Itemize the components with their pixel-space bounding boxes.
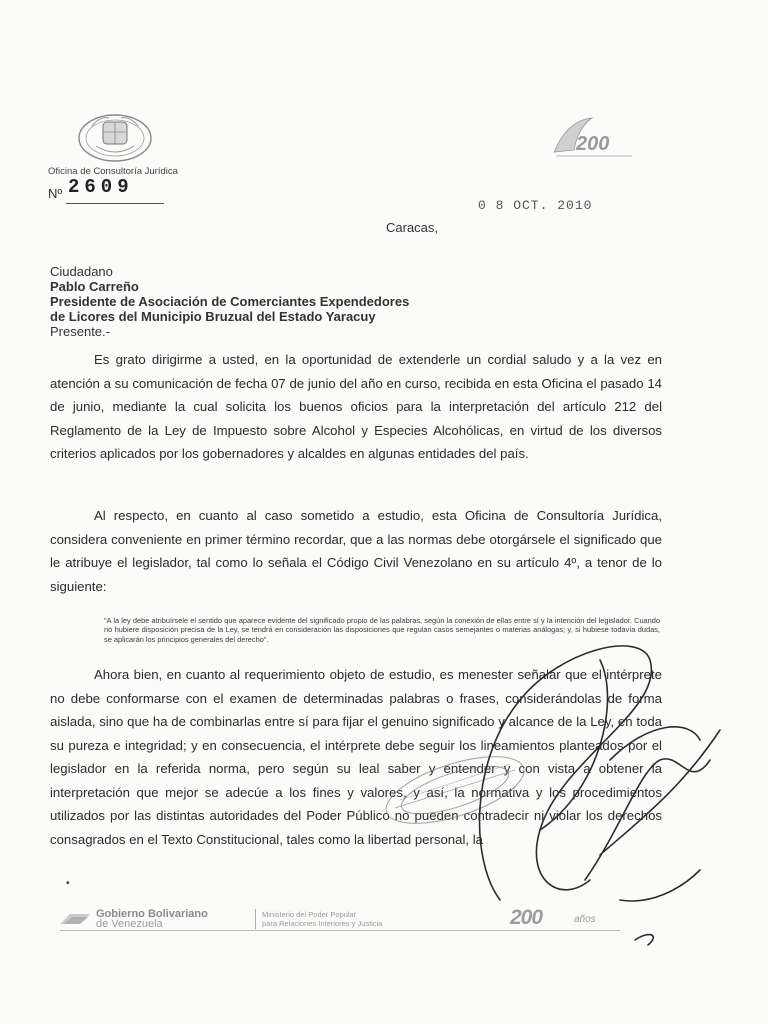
bicentennial-200-logo — [548, 112, 638, 162]
paragraph-3: Ahora bien, en cuanto al requerimiento objeto de estudio, es menester señalar que el intérprete no debe conformarse con el examen de determinadas palabras o frases, considerándolas de forma aislada, sino que ha de combinarlas entre sí para fijar el genuino significado y alcance de la Ley, en toda su pureza e integridad; y en consecuencia, el intérprete debe seguir los lineamientos planteados por el legislador en la referida norma, pero según su leal saber y entender y con vista a obtener la interpretación que mejor se adecúe a los fines y valores, y así, la normativa y los procedimientos utilizados por las distintas autoridades del Poder Público no pueden contradecir ni violar los derechos consagrados en el Texto Constitucional, tales como la libertad personal, la — [50, 667, 662, 847]
footer-rule — [60, 930, 620, 931]
number-underline — [66, 203, 164, 204]
footer-200-number: 200 — [510, 906, 543, 929]
document-number: 2609 — [68, 176, 134, 198]
paragraph-2: Al respecto, en cuanto al caso sometido a estudio, esta Oficina de Consultoría Jurídica, considera conveniente en primer término recordar, que a las normas debe otorgársele el significado que le atribuye el legislador, tal como lo señala el Código Civil Venezolano en su artículo 4º, a tenor de lo siguiente: — [50, 508, 662, 594]
gov-line2: de Venezuela — [96, 918, 163, 930]
place-line: Caracas, — [386, 220, 439, 235]
bullet-mark: • — [66, 878, 70, 889]
coat-of-arms-seal — [76, 112, 154, 164]
addressee-block — [50, 264, 409, 339]
addressee-name: Pablo Carreño — [50, 279, 139, 294]
ministry-label — [262, 910, 382, 928]
ministry-line1: Ministerio del Poder Popular — [262, 910, 357, 919]
government-flag-icon — [58, 912, 92, 926]
date-stamp: 0 8 OCT. 2010 — [478, 198, 593, 213]
gov-line1: Gobierno Bolivariano — [96, 908, 208, 920]
paragraph-1: Es grato dirigirme a usted, en la oportunidad de extenderle un cordial saludo y a la vez en atención a su comunicación de fecha 07 de junio del año en curso, recibida en esta Oficina el pasado 14 de junio, mediante la cual solicita los buenos oficios para la interpretación del artículo 212 del Reglamento de la Ley de Impuesto sobre Alcohol y Especies Alcohólicas, en virtud de los diversos criterios aplicados por los gobernadores y alcaldes en algunas entidades del país. — [50, 352, 662, 461]
office-label: Oficina de Consultoría Jurídica — [48, 166, 178, 177]
footer-separator — [255, 909, 256, 929]
salutation: Ciudadano — [50, 264, 113, 279]
addressee-title-line1: Presidente de Asociación de Comerciantes Expendedores — [50, 294, 410, 309]
ministry-line2: para Relaciones Interiores y Justicia — [262, 919, 383, 928]
footer-years-label: años — [574, 914, 596, 925]
svg-text:200: 200 — [576, 133, 610, 155]
legal-quote: "A la ley debe atribuírsele el sentido que aparece evidente del significado propio de las palabras, según la conexión de ellas entre sí y la intención del legislador. Cuando no hubiere disposición precisa de la Ley, se tendrá en consideración las disposiciones que regulan casos semejantes o materias análogas; y, si hubiese todavía dudas, se aplicarán los principios generales del derecho". — [104, 616, 660, 644]
closing: Presente.- — [50, 324, 110, 339]
addressee-title-line2: de Licores del Municipio Bruzual del Estado Yaracuy — [50, 309, 376, 324]
number-prefix: Nº — [48, 186, 63, 201]
government-label — [96, 909, 208, 929]
